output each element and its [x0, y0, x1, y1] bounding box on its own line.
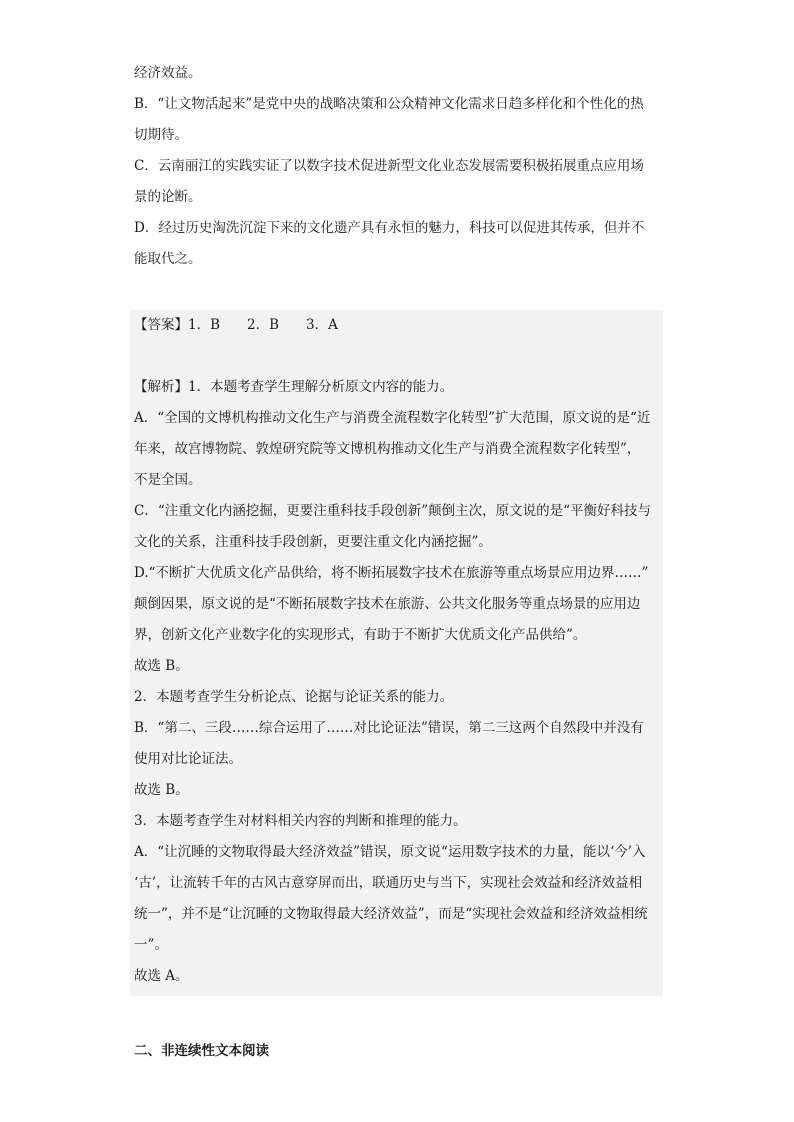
analysis-line: 故选 B。 [134, 658, 189, 674]
analysis-line: 3．本题考查学生对材料相关内容的判断和推理的能力。 [134, 813, 467, 829]
option-line: 切期待。 [134, 127, 188, 143]
analysis-line: A．“全国的文博机构推动文化生产与消费全流程数字化转型”扩大范围，原文说的是“近 [134, 410, 651, 426]
analysis-line: D.“不断扩大优质文化产品供给，将不断拓展数字技术在旅游等重点场景应用边界……” [134, 565, 649, 581]
option-line: 景的论断。 [134, 189, 202, 205]
analysis-line: A．“让沉睡的文物取得最大经济效益”错误，原文说“运用数字技术的力量，能以‘今’入 [134, 844, 646, 860]
option-line: 能取代之。 [134, 251, 202, 267]
analysis-line: 不是全国。 [134, 472, 202, 488]
analysis-line: B．“第二、三段……综合运用了……对比论证法”错误，第二三这两个自然段中并没有 [134, 720, 644, 736]
analysis-line: 文化的关系，注重科技手段创新，更要注重文化内涵挖掘”。 [134, 534, 492, 550]
analysis-line: 故选 A。 [134, 968, 189, 984]
section-heading: 二、非连续性文本阅读 [134, 1043, 269, 1059]
analysis-line: 统一”，并不是“让沉睡的文物取得最大经济效益”，而是“实现社会效益和经济效益相统 [134, 906, 648, 922]
analysis-line: 界，创新文化产业数字化的实现形式，有助于不断扩大优质文化产品供给”。 [134, 627, 587, 643]
question-options [134, 58, 664, 275]
answer-analysis [134, 310, 664, 992]
analysis-line: 【解析】1．本题考查学生理解分析原文内容的能力。 [134, 379, 454, 395]
spacer [134, 341, 664, 372]
analysis-line: 年来，故宫博物院、敦煌研究院等文博机构推动文化生产与消费全流程数字化转型”， [134, 441, 641, 457]
option-line: C．云南丽江的实践实证了以数字技术促进新型文化业态发展需要积极拓展重点应用场 [134, 158, 644, 174]
analysis-line: 一”。 [134, 937, 168, 953]
analysis-line: 颠倒因果，原文说的是“不断拓展数字技术在旅游、公共文化服务等重点场景的应用边 [134, 596, 641, 612]
analysis-line: 2．本题考查学生分析论点、论据与论证关系的能力。 [134, 689, 454, 705]
option-line: 经济效益。 [134, 65, 202, 81]
analysis-line: ‘古’，让流转千年的古风古意穿屏而出，联通历史与当下，实现社会效益和经济效益相 [134, 875, 643, 891]
analysis-line: C．“注重文化内涵挖掘，更要注重科技手段创新”颠倒主次，原文说的是“平衡好科技与 [134, 503, 652, 519]
option-line: B．“让文物活起来”是党中央的战略决策和公众精神文化需求日趋多样化和个性化的热 [134, 96, 644, 112]
analysis-line: 故选 B。 [134, 782, 189, 798]
answer-line: 【答案】1．B 2．B 3．A [134, 317, 338, 333]
analysis-line: 使用对比论证法。 [134, 751, 242, 767]
option-line: D．经过历史淘洗沉淀下来的文化遗产具有永恒的魅力，科技可以促进其传承，但并不 [134, 220, 645, 236]
